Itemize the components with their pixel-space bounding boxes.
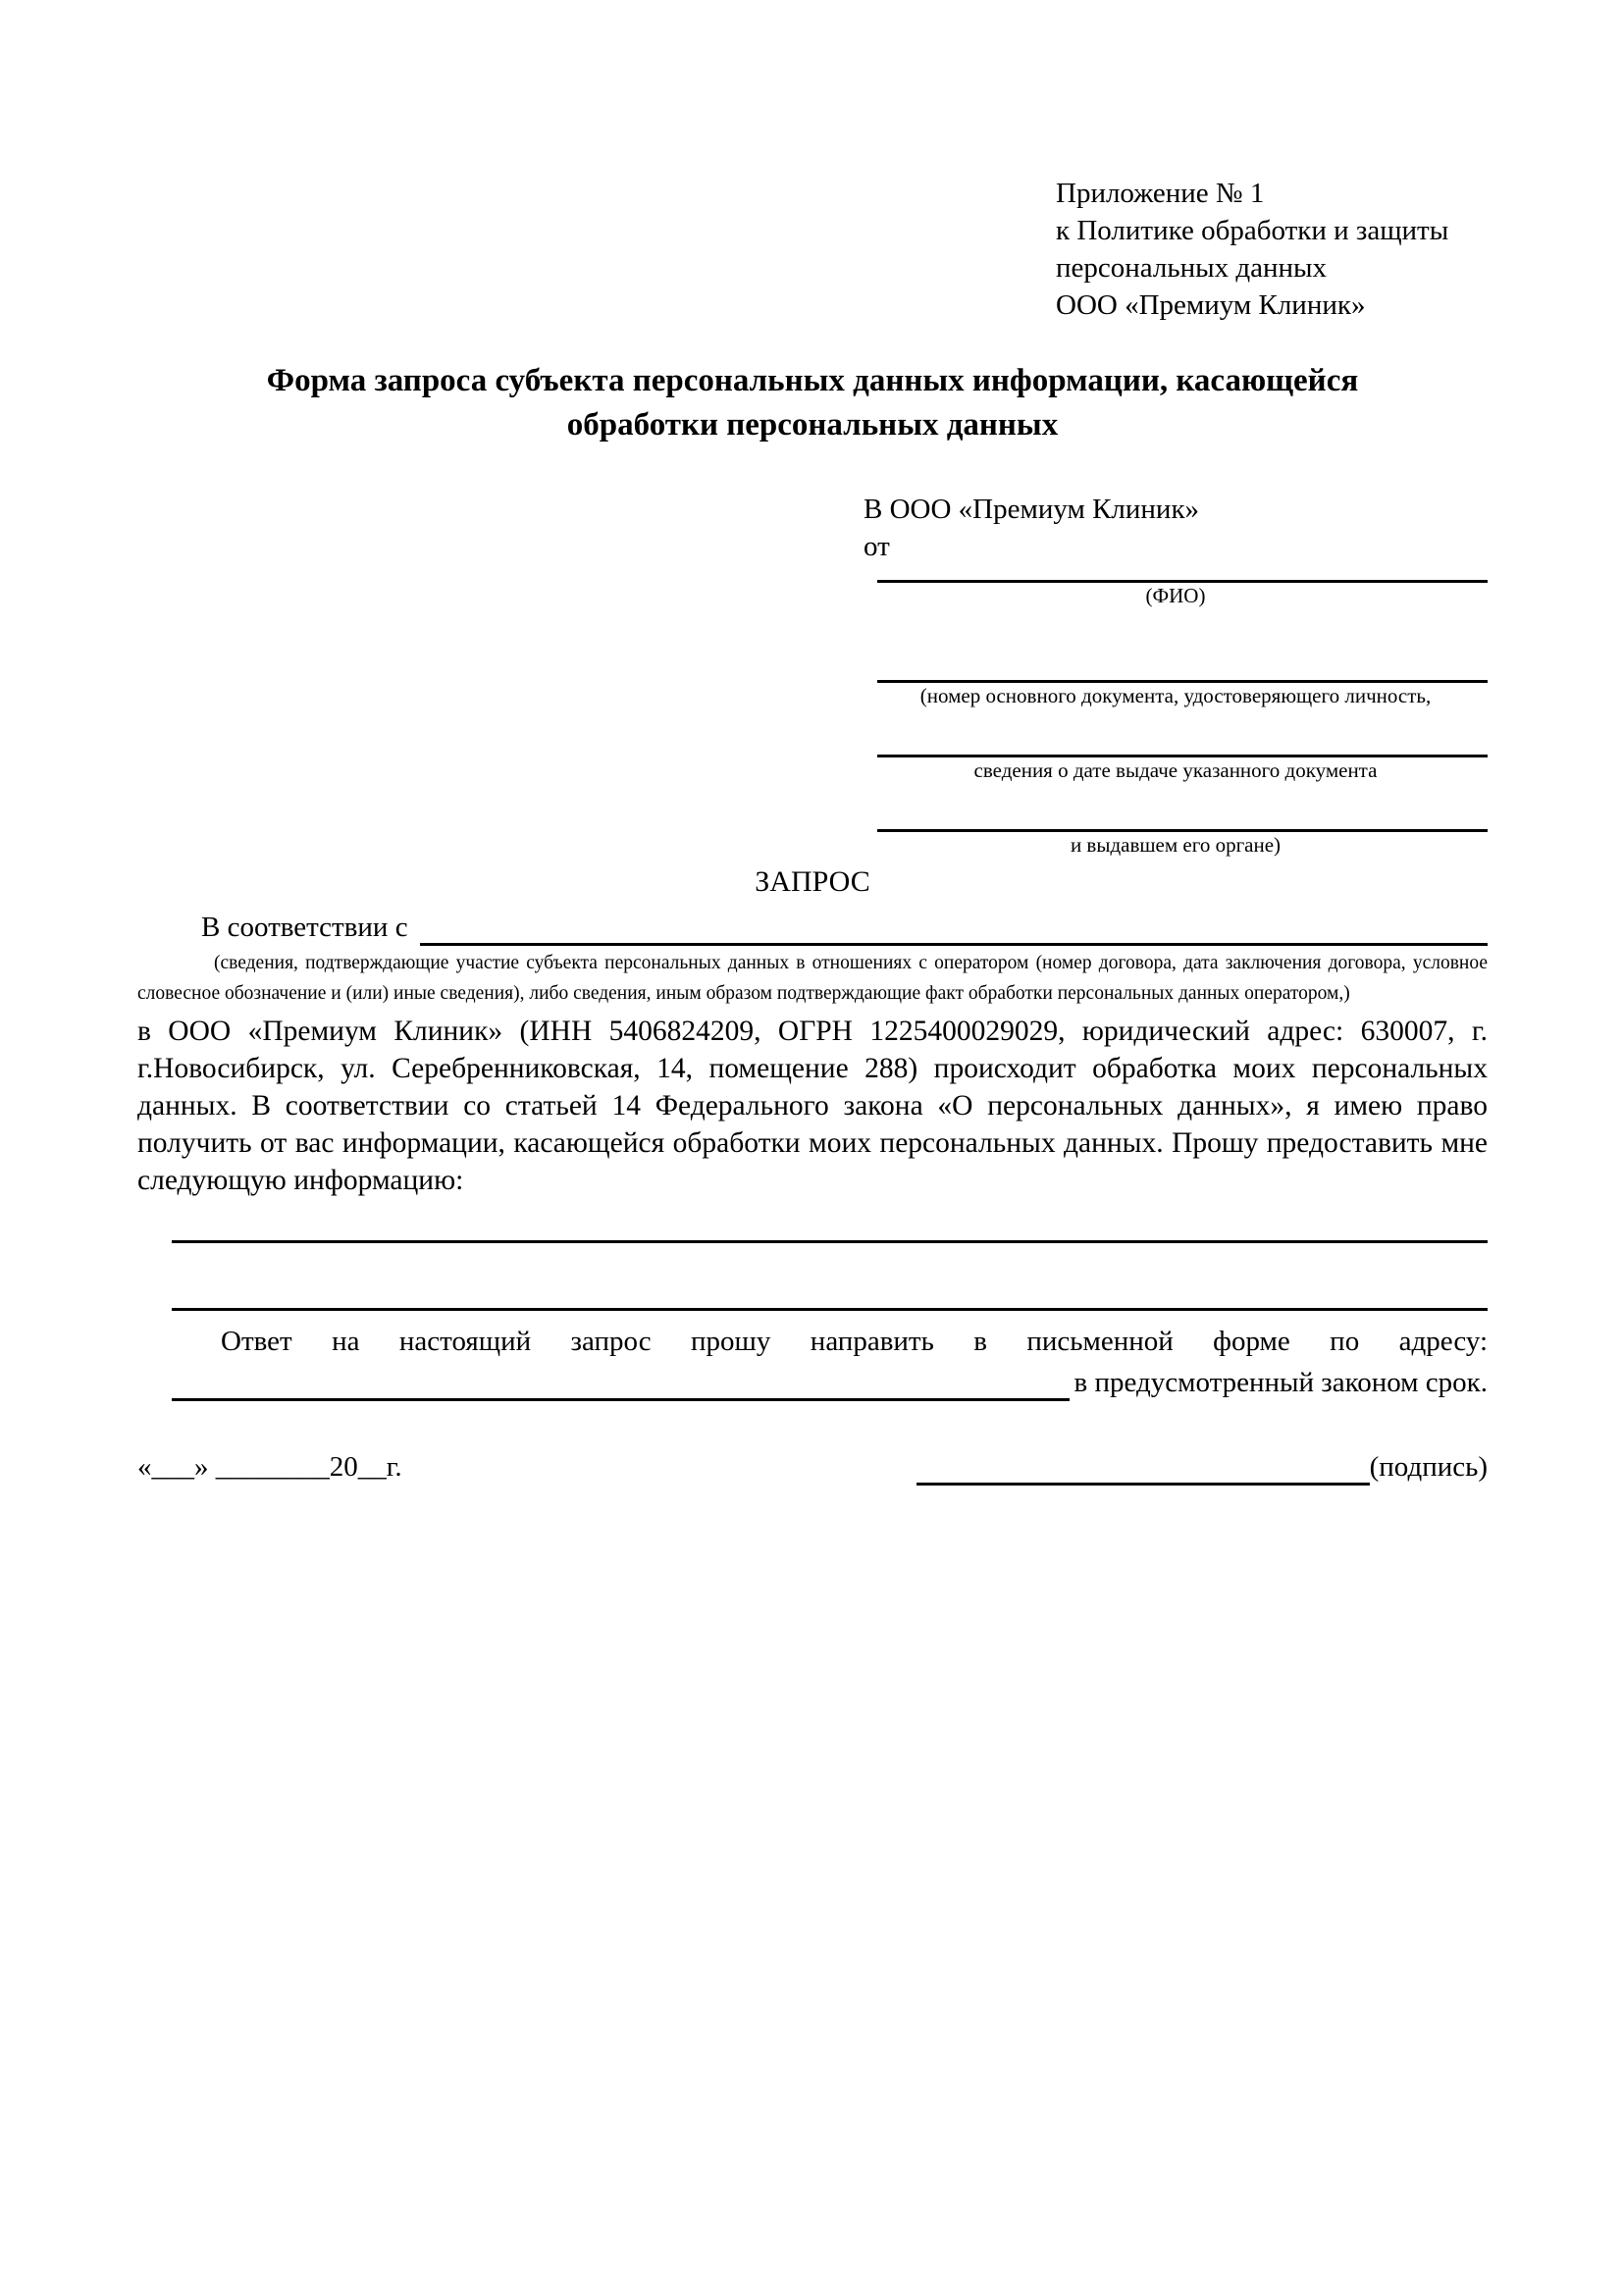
signature-caption: (подпись) — [1369, 1451, 1488, 1483]
info-blank-line-2 — [172, 1308, 1488, 1311]
address-blank-line — [172, 1372, 1070, 1401]
fio-blank-line — [877, 565, 1488, 583]
accordance-blank-line — [420, 914, 1488, 946]
appendix-block — [1056, 175, 1488, 324]
accordance-row — [137, 909, 1488, 946]
accordance-label: В соответствии с — [201, 912, 408, 943]
doc-issue-date-caption: сведения о дате выдаче указанного документа — [973, 758, 1378, 782]
addressee-from-label: от — [864, 531, 890, 562]
page-title: Форма запроса субъекта персональных данных информации, касающейся обработки персональных данных — [266, 363, 1359, 443]
signature-group — [916, 1448, 1488, 1486]
reply-suffix: в предусмотренный законом срок. — [1073, 1367, 1488, 1398]
accordance-footnote: (сведения, подтверждающие участие субъекта персональных данных в отношениях с оператором (номер договора, дата заключения договора, условное словесное обозначение и (или) иные сведения), либо сведения, иным образом подтверждающие факт обработки персональных данных оператором,) — [137, 953, 1488, 1004]
appendix-line: к Политике обработки и защиты — [1056, 215, 1449, 246]
appendix-line: Приложение № 1 — [1056, 178, 1265, 209]
signature-blank-line — [916, 1456, 1370, 1486]
date-signature-row — [137, 1448, 1488, 1486]
addressee-block — [864, 491, 1488, 858]
appendix-line: персональных данных — [1056, 252, 1328, 284]
doc-issue-date-blank-line — [877, 734, 1488, 757]
fio-caption: (ФИО) — [1145, 584, 1206, 607]
doc-number-blank-line — [877, 659, 1488, 683]
info-blank-line-1 — [172, 1240, 1488, 1243]
appendix-line: ООО «Премиум Клиник» — [1056, 289, 1366, 321]
request-heading: ЗАПРОС — [755, 865, 870, 898]
request-body: в ООО «Премиум Клиник» (ИНН 5406824209, ОГРН 1225400029029, юридический адрес: 630007, г. г.Новосибирск, ул. Серебренниковская, 14, помещение 288) происходит обработка моих персональных данных. В соответствии со статьей 14 Федерального закона «О персональных данных», я имею право получить от вас информации, касающейся обработки моих персональных данных. Прошу предоставить мне следующую информацию: — [137, 1016, 1488, 1196]
reply-instruction: Ответ на настоящий запрос прошу направить в письменной форме по адресу: — [221, 1326, 1488, 1357]
doc-issuer-blank-line — [877, 809, 1488, 832]
doc-number-caption: (номер основного документа, удостоверяющего личность, — [919, 684, 1432, 707]
date-blank: «___» ________20__г. — [137, 1451, 402, 1483]
reply-address-row — [137, 1364, 1488, 1401]
addressee-to: В ООО «Премиум Клиник» — [864, 494, 1200, 525]
doc-issuer-caption: и выдавшем его органе) — [1070, 833, 1282, 857]
